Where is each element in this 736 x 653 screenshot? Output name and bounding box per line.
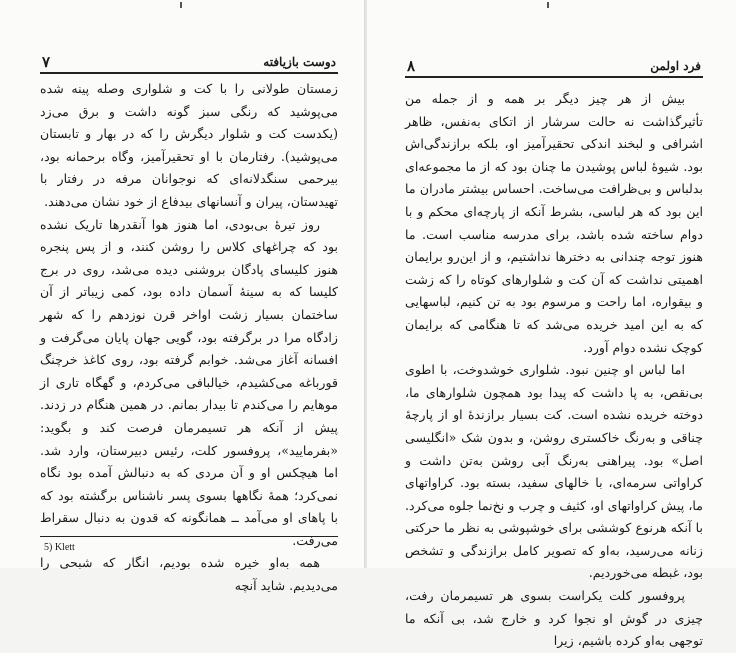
page-number: ۷ bbox=[42, 53, 51, 71]
page-number: ۸ bbox=[407, 57, 416, 75]
paragraph: پروفسور کلت یکراست بسوی هر تسیمرمان رفت، چیزی در گوش او نجوا کرد و خارج شد، بی آنکه ما توجهی به‌او کرده باشیم، زیرا bbox=[405, 588, 703, 649]
running-title: دوست بازيافته bbox=[263, 55, 336, 69]
paragraph: بیش از هر چیز دیگر بر همه و از جمله من تأثیرگذاشت نه حالت سرشار از اتکای به‌نفس، ظاهر اشرافی و لبخند اندکی تحقیرآمیز او، بلکه برازندگی‌اش بود. شیوهٔ لباس پوشیدن ما چنان بود که از ما مجموعه‌ای بدلباس و بی‌ظرافت می‌ساخت. احساس بیشتر مادران ما این بود که هر لباسی، بشرط آنکه از پارچه‌ای محکم و با دوام ساخته شده باشد، برای مدرسه مناسب است. ما هنوز توجه چندانی به دختر‌ها نداشتیم، و از این‌رو برایمان اهمیتی نداشت که آن کت و شلوارهای کوتاه را که زشت و بیقواره، اما راحت و مرسوم بود به تن کنیم، لباسهایی که به این امید خریده می‌شد که تا هنگامی که برایمان کوچک نشده دوام آورد. bbox=[405, 91, 703, 355]
left-page-body bbox=[40, 78, 338, 598]
paragraph: روز تیرهٔ بی‌بودی، اما هنوز هوا آنقدرها تاریک نشده بود که چراغهای کلاس را روشن کنند، و از پس پنجره هنوز کلیسای پادگان بروشنی دیده می‌شد، روی در برج کلیسا که به سینهٔ آسمان داده بود، کمی زیباتر از آن ساختمان بسیار زشت اواخر قرن نوزدهم را که شهر زادگاه مرا در برگرفته بود، گویی جهان پایان می‌گرفت و افسانه آغاز می‌شد. خوابم گرفته بود، روی کاغذ خرچنگ قورباغه می‌کشیدم، خیالبافی می‌کردم، و گهگاه تاری از موهایم را می‌کندم تا بیدار بمانم. در همین هنگام در زدند. پیش از آنکه هر تسیمرمان فرصت کند و بگوید: «بفرمایید»، پروفسور کلت، رئیس دبیرستان، وارد شد. اما هیچکس او و آن مردی که به دنبالش آمده بود نگاه نمی‌کرد؛ همهٔ نگاهها بسوی پسر ناشناس برگشته بود که با پاهای او می‌آمد ــ همانگونه که قدون به دنبال سقراط می‌رفت. bbox=[40, 216, 338, 548]
crop-mark bbox=[547, 2, 549, 8]
right-page bbox=[367, 0, 736, 649]
footnote-rule bbox=[40, 536, 338, 537]
running-title: فرد اولمن bbox=[650, 59, 701, 73]
right-page-body bbox=[405, 88, 703, 653]
paragraph: همه به‌او خیره شده بودیم، انگار که شبحی را می‌دیدیم. شاید آنچه bbox=[40, 555, 338, 594]
left-page-header bbox=[40, 52, 338, 74]
paragraph: زمستان طولانی را با کت و شلواری وصله پینه شده می‌پوشید که رنگی سبز گونه داشت و برق می‌زد (یکدست کت و شلوار دیگرش را که در بهار و تابستان می‌پوشید). رفتارمان با او تحقیرآمیز، وگاه برحمانه بود، بیرحمی سنگدلانه‌ای که نوجوانان مرفه در رفتار با تهیدستان، پیران و آنسانهای بیدفاع از خود نشان می‌دهند. bbox=[40, 81, 338, 209]
paragraph: اما لباس او چنین نبود. شلواری خوشدوخت، با اطوی بی‌نقص، به پا داشت که پیدا بود همچون شلوارهای ما، دوخته خریده نشده است. کت بسیار برازندهٔ او از پارچهٔ چناقی و به‌رنگ خاکستری روشن، و بدون شک «انگلیسی اصل» بود. پیراهنی به‌رنگ آبی روشن به‌تن داشت و کراواتی سرمه‌ای، با خالهای سفید، بسته بود. کراواتهای ما، پیش کراواتهای او، کثیف و چرب و نخ‌نما جلوه می‌کرد. با آنکه هرنوع کوششی برای خوشپوشی به نظر ما حرکتی زنانه می‌رسید، به‌او که تصویر کامل برازندگی و تشخص بود، غبطه می‌خوردیم. bbox=[405, 362, 703, 581]
right-page-header bbox=[405, 56, 703, 78]
left-page bbox=[0, 0, 366, 594]
crop-mark bbox=[180, 2, 182, 8]
footnote: 5) Klett bbox=[44, 542, 75, 553]
